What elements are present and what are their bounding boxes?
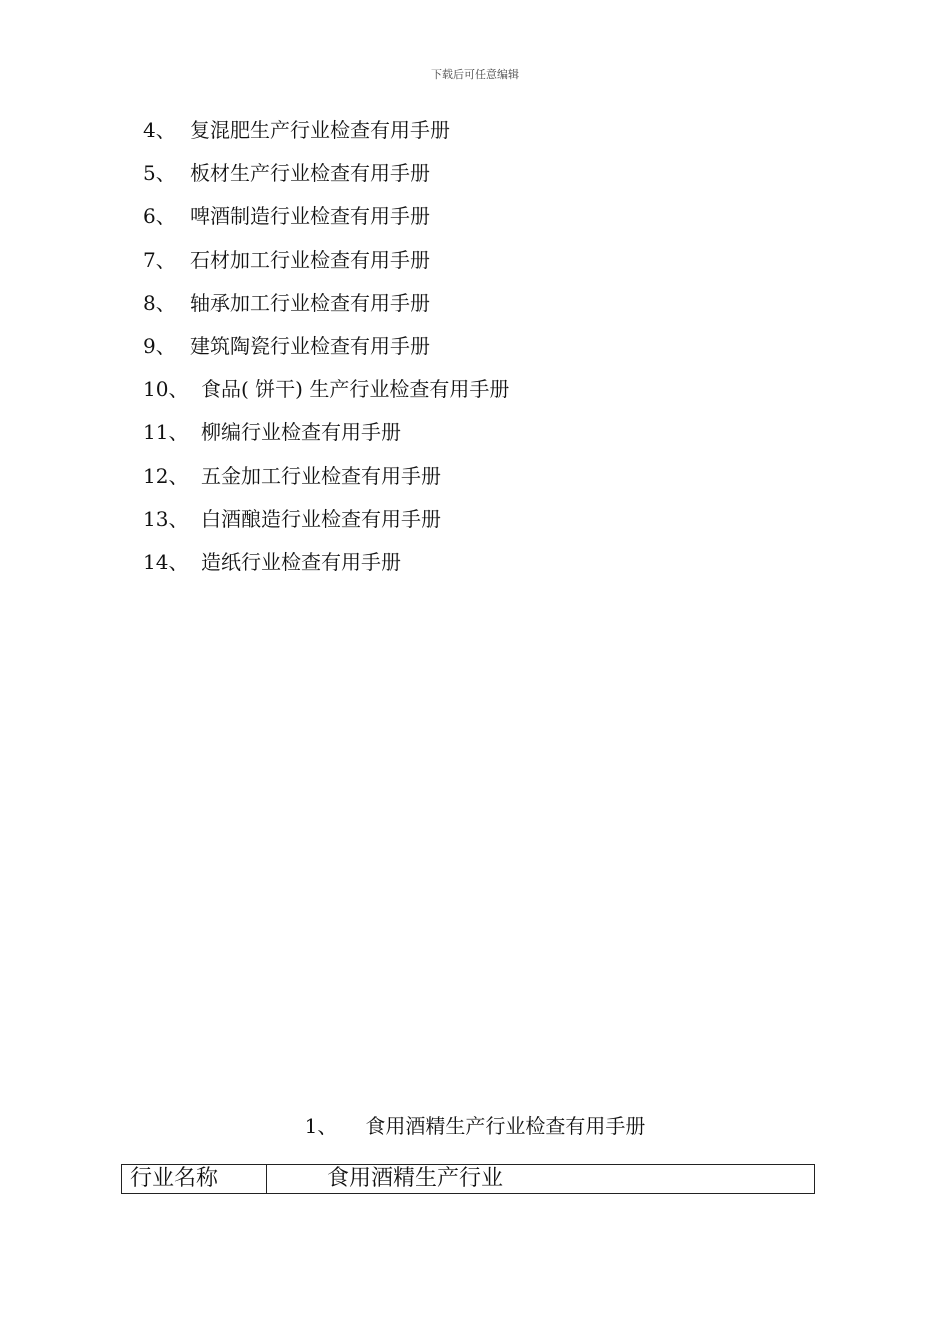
toc-item-number: 7、 <box>143 247 176 272</box>
toc-item <box>143 200 509 243</box>
toc-item <box>143 287 509 330</box>
section-title: 食用酒精生产行业检查有用手册 <box>365 1114 646 1138</box>
table-row <box>122 1165 815 1194</box>
toc-item-title: 建筑陶瓷行业检查有用手册 <box>190 333 430 358</box>
toc-item-number: 13、 <box>143 506 189 531</box>
toc-item <box>143 157 509 200</box>
toc-item-number: 6、 <box>143 204 176 229</box>
toc-item-title: 五金加工行业检查有用手册 <box>201 463 441 488</box>
toc-item <box>143 416 509 459</box>
industry-name-value: 食用酒精生产行业 <box>267 1165 815 1194</box>
toc-item-number: 8、 <box>143 290 176 315</box>
toc-item-title: 食品( 饼干) 生产行业检查有用手册 <box>201 377 510 402</box>
toc-item-title: 轴承加工行业检查有用手册 <box>190 290 430 315</box>
toc-item <box>143 373 509 416</box>
toc-item-title: 柳编行业检查有用手册 <box>201 420 401 445</box>
toc-item-number: 11、 <box>143 420 189 445</box>
toc-item <box>143 244 509 287</box>
toc-item-number: 5、 <box>143 161 176 186</box>
toc-item-title: 白酒酿造行业检查有用手册 <box>201 506 441 531</box>
toc-item-title: 复混肥生产行业检查有用手册 <box>190 118 450 142</box>
toc-item <box>143 330 509 373</box>
toc-item-number: 4、 <box>143 118 176 142</box>
toc-item <box>143 114 509 157</box>
toc-item-number: 10、 <box>143 377 189 402</box>
section-heading <box>0 1110 950 1142</box>
toc-item-number: 12、 <box>143 463 189 488</box>
toc-item <box>143 460 509 503</box>
toc-item <box>143 503 509 546</box>
section-number: 1、 <box>304 1114 338 1138</box>
toc-item-title: 啤酒制造行业检查有用手册 <box>190 204 430 229</box>
toc-item <box>143 546 509 589</box>
toc-item-title: 造纸行业检查有用手册 <box>201 549 401 574</box>
page-header-note: 下载后可任意编辑 <box>431 68 519 81</box>
toc-item-title: 石材加工行业检查有用手册 <box>190 247 430 272</box>
toc-item-title: 板材生产行业检查有用手册 <box>190 161 430 186</box>
industry-info-table <box>121 1164 815 1194</box>
toc-item-number: 9、 <box>143 333 176 358</box>
industry-name-label: 行业名称 <box>122 1165 267 1194</box>
table-of-contents <box>143 114 509 589</box>
toc-item-number: 14、 <box>143 549 189 574</box>
